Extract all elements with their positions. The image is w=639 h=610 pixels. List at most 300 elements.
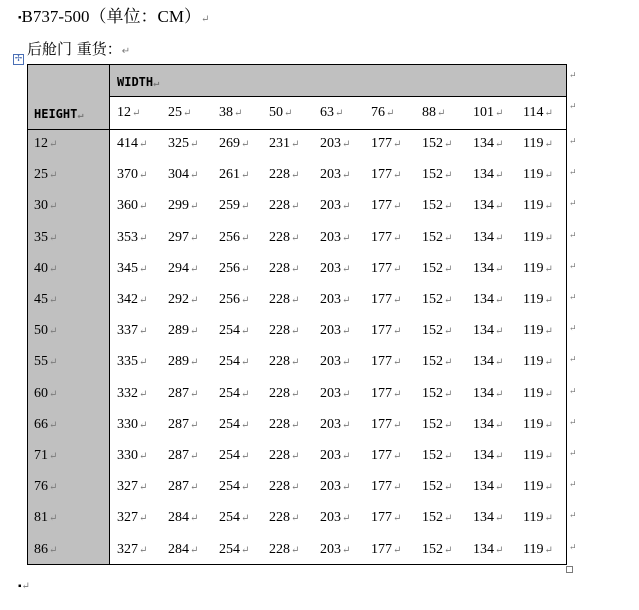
cell-value: 119 [523, 541, 544, 557]
table-cell[interactable] [320, 542, 350, 558]
cell-value: 254 [219, 479, 240, 495]
cell-end-mark-icon: ↵ [495, 232, 504, 244]
cell-value: 119 [523, 385, 544, 401]
table-cell[interactable] [422, 261, 452, 277]
cell-value: 254 [219, 510, 240, 526]
table-cell[interactable] [473, 292, 503, 308]
cell-end-mark-icon: ↵ [342, 419, 351, 431]
width-header-cell[interactable] [523, 105, 553, 121]
height-cell[interactable] [34, 542, 57, 558]
table-cell[interactable] [371, 479, 401, 495]
cell-value: 152 [422, 385, 443, 401]
cell-value: 152 [422, 448, 443, 463]
table-cell[interactable] [523, 230, 553, 246]
table-cell[interactable] [269, 230, 299, 246]
cell-end-mark-icon: ↵ [291, 170, 300, 182]
table-cell[interactable] [473, 136, 503, 152]
height-value: 45 [34, 292, 48, 307]
table-cell[interactable] [117, 198, 147, 214]
table-cell[interactable] [320, 354, 350, 370]
table-cell[interactable] [473, 230, 503, 246]
table-cell[interactable] [168, 198, 198, 214]
table-cell[interactable] [473, 479, 503, 495]
cell-value: 177 [371, 198, 392, 214]
table-cell[interactable] [269, 479, 299, 495]
table-cell[interactable] [523, 417, 553, 433]
table-cell[interactable] [371, 323, 401, 339]
table-cell[interactable] [219, 479, 249, 495]
table-cell[interactable] [320, 479, 350, 495]
table-cell[interactable] [269, 292, 299, 308]
table-cell[interactable] [523, 198, 553, 214]
cell-value: 228 [269, 292, 290, 307]
table-cell[interactable] [219, 510, 249, 526]
cell-value: 294 [168, 260, 189, 276]
table-cell[interactable] [473, 261, 503, 277]
table-cell[interactable] [473, 167, 503, 183]
height-value: 40 [34, 260, 48, 276]
table-cell[interactable] [269, 354, 299, 370]
table-cell[interactable] [523, 479, 553, 495]
cell-end-mark-icon: ↵ [342, 357, 351, 369]
cell-end-mark-icon: ↵ [495, 482, 504, 494]
table-cell[interactable] [320, 292, 350, 308]
cell-end-mark-icon: ↵ [544, 482, 553, 494]
table-cell[interactable] [320, 198, 350, 214]
cell-end-mark-icon: ↵ [393, 139, 402, 150]
height-cell[interactable] [34, 354, 57, 370]
width-header-cell[interactable] [320, 105, 343, 121]
height-cell[interactable] [34, 198, 57, 214]
table-cell[interactable] [371, 198, 401, 214]
height-cell[interactable] [34, 479, 57, 495]
cell-end-mark-icon: ↵ [393, 388, 402, 400]
cell-end-mark-icon: ↵ [342, 513, 351, 525]
document-subtitle-line[interactable] [27, 38, 130, 59]
cell-value: 177 [371, 323, 392, 339]
table-cell[interactable] [523, 323, 553, 339]
cell-end-mark-icon: ↵ [139, 482, 148, 494]
table-cell[interactable] [371, 230, 401, 246]
cell-value: 289 [168, 354, 189, 370]
cell-value: 254 [219, 354, 240, 370]
cell-value: 203 [320, 448, 341, 463]
table-cell[interactable] [168, 261, 198, 277]
cell-end-mark-icon: ↵ [393, 451, 402, 462]
cell-value: 203 [320, 260, 341, 276]
height-value: 66 [34, 416, 48, 432]
cell-value: 119 [523, 167, 544, 183]
cell-end-mark-icon: ↵ [495, 326, 504, 338]
height-cell[interactable] [34, 292, 57, 308]
table-cell[interactable] [168, 136, 198, 152]
cell-end-mark-icon: ↵ [444, 419, 453, 431]
cell-end-mark-icon: ↵ [544, 139, 553, 150]
cell-end-mark-icon: ↵ [342, 201, 351, 213]
empty-paragraph[interactable] [18, 578, 30, 594]
table-cell[interactable] [320, 386, 350, 402]
cell-end-mark-icon: ↵ [190, 263, 199, 275]
table-cell[interactable] [523, 510, 553, 526]
row-end-mark-icon: ↵ [569, 198, 577, 209]
table-cell[interactable] [473, 542, 503, 558]
cell-end-mark-icon: ↵ [393, 263, 402, 275]
cell-value: 228 [269, 541, 290, 557]
cell-value: 119 [523, 136, 544, 151]
table-cell[interactable] [320, 510, 350, 526]
table-cell[interactable] [473, 354, 503, 370]
table-cell[interactable] [219, 354, 249, 370]
cell-end-mark-icon: ↵ [291, 388, 300, 400]
cell-end-mark-icon: ↵ [139, 139, 148, 150]
cell-end-mark-icon: ↵ [495, 388, 504, 400]
table-cell[interactable] [422, 198, 452, 214]
table-cell[interactable] [269, 417, 299, 433]
row-end-mark-icon: ↵ [569, 354, 577, 365]
cell-value: 119 [523, 448, 544, 463]
table-cell[interactable] [371, 136, 401, 152]
table-cell[interactable] [320, 230, 350, 246]
table-cell[interactable] [219, 417, 249, 433]
table-cell[interactable] [168, 292, 198, 308]
cell-value: 177 [371, 385, 392, 401]
table-cell[interactable] [219, 292, 249, 308]
width-value: 63 [320, 105, 334, 120]
cell-end-mark-icon: ↵ [190, 357, 199, 369]
row-end-mark-icon: ↵ [569, 136, 577, 146]
cell-end-mark-icon: ↵ [49, 482, 58, 494]
cell-value: 203 [320, 229, 341, 245]
cell-value: 269 [219, 136, 240, 151]
table-cell[interactable] [523, 261, 553, 277]
table-cell[interactable] [269, 198, 299, 214]
table-cell[interactable] [523, 136, 553, 152]
cell-end-mark-icon: ↵ [241, 544, 250, 556]
cell-end-mark-icon: ↵ [495, 451, 504, 462]
cell-value: 228 [269, 385, 290, 401]
cell-end-mark-icon: ↵ [544, 544, 553, 556]
cell-end-mark-icon: ↵ [49, 388, 58, 400]
height-value: 81 [34, 510, 48, 526]
table-cell[interactable] [269, 323, 299, 339]
height-header-label: HEIGHT↵ [34, 107, 84, 121]
width-header-cell[interactable] [269, 105, 292, 121]
cell-end-mark-icon: ↵ [49, 295, 58, 306]
table-cell[interactable] [422, 323, 452, 339]
document-subtitle: 后舱门 重货： [27, 40, 122, 58]
cell-end-mark-icon: ↵ [190, 451, 199, 462]
table-cell[interactable] [168, 354, 198, 370]
table-cell[interactable] [523, 386, 553, 402]
cell-end-mark-icon: ↵ [444, 326, 453, 338]
cell-end-mark-icon: ↵ [234, 108, 243, 119]
cell-end-mark-icon: ↵ [544, 326, 553, 338]
table-cell[interactable] [422, 167, 452, 183]
table-cell[interactable] [168, 479, 198, 495]
cell-end-mark-icon: ↵ [183, 108, 192, 119]
height-cell[interactable] [34, 448, 57, 464]
table-cell[interactable] [371, 448, 401, 464]
table-cell[interactable] [219, 448, 249, 464]
header-divider [28, 129, 566, 130]
cell-value: 254 [219, 385, 240, 401]
cell-value: 177 [371, 510, 392, 526]
cell-end-mark-icon: ↵ [139, 295, 148, 306]
table-cell[interactable] [117, 323, 147, 339]
cell-end-mark-icon: ↵ [49, 170, 58, 182]
cell-end-mark-icon: ↵ [495, 357, 504, 369]
table-cell[interactable] [422, 386, 452, 402]
cell-end-mark-icon: ↵ [444, 482, 453, 494]
cell-value: 327 [117, 541, 138, 557]
width-value: 38 [219, 105, 233, 120]
row-end-mark-icon: ↵ [569, 510, 577, 521]
document-title-line[interactable] [18, 2, 209, 27]
table-cell[interactable] [269, 386, 299, 402]
table-cell[interactable] [422, 479, 452, 495]
table-cell[interactable] [473, 448, 503, 464]
cell-value: 134 [473, 260, 494, 276]
table-cell[interactable] [168, 417, 198, 433]
cell-value: 152 [422, 198, 443, 214]
width-header-cell[interactable] [422, 105, 445, 121]
cell-value: 134 [473, 292, 494, 307]
row-end-mark-icon: ↵ [569, 260, 577, 271]
cell-end-mark-icon: ↵ [495, 108, 504, 119]
table-cell[interactable] [117, 354, 147, 370]
cell-end-mark-icon: ↵ [190, 326, 199, 338]
cell-value: 254 [219, 448, 240, 463]
cell-value: 152 [422, 323, 443, 339]
cell-value: 134 [473, 416, 494, 432]
cell-end-mark-icon: ↵ [444, 513, 453, 525]
table-cell[interactable] [523, 167, 553, 183]
cell-end-mark-icon: ↵ [544, 108, 553, 119]
table-cell[interactable] [269, 542, 299, 558]
table-cell[interactable] [269, 167, 299, 183]
height-cell[interactable] [34, 386, 57, 402]
table-cell[interactable] [219, 261, 249, 277]
height-value: 55 [34, 354, 48, 370]
table-cell[interactable] [219, 167, 249, 183]
cell-value: 287 [168, 385, 189, 401]
cell-value: 327 [117, 479, 138, 495]
table-cell[interactable] [219, 198, 249, 214]
table-cell[interactable] [117, 417, 147, 433]
cell-end-mark-icon: ↵ [544, 232, 553, 244]
table-cell[interactable] [371, 292, 401, 308]
cell-end-mark-icon: ↵ [241, 357, 250, 369]
table-move-handle-icon[interactable]: ✢ [14, 54, 23, 64]
table-cell[interactable] [371, 167, 401, 183]
table-cell[interactable] [219, 230, 249, 246]
height-value: 86 [34, 541, 48, 557]
cell-end-mark-icon: ↵ [393, 232, 402, 244]
cell-end-mark-icon: ↵ [444, 139, 453, 150]
row-end-mark-icon: ↵ [569, 416, 577, 427]
table-cell[interactable] [422, 448, 452, 464]
height-cell[interactable] [34, 417, 57, 433]
table-cell[interactable] [219, 542, 249, 558]
table-cell[interactable] [523, 448, 553, 464]
cell-value: 330 [117, 416, 138, 432]
cell-end-mark-icon: ↵ [291, 451, 300, 462]
cell-end-mark-icon: ↵ [190, 232, 199, 244]
height-cell[interactable] [34, 510, 57, 526]
table-cell[interactable] [320, 323, 350, 339]
table-cell[interactable] [117, 479, 147, 495]
cell-value: 119 [523, 323, 544, 339]
cell-value: 177 [371, 292, 392, 307]
table-cell[interactable] [269, 261, 299, 277]
table-cell[interactable] [269, 136, 299, 152]
cell-value: 228 [269, 479, 290, 495]
table-cell[interactable] [371, 261, 401, 277]
height-cell[interactable] [34, 167, 57, 183]
cell-end-mark-icon: ↵ [342, 263, 351, 275]
table-cell[interactable] [523, 292, 553, 308]
table-cell[interactable] [320, 167, 350, 183]
cell-end-mark-icon: ↵ [241, 326, 250, 338]
cell-value: 330 [117, 448, 138, 463]
table-cell[interactable] [168, 167, 198, 183]
width-header-cell[interactable] [117, 105, 140, 121]
table-cell[interactable] [269, 510, 299, 526]
cell-end-mark-icon: ↵ [291, 295, 300, 306]
table-cell[interactable] [117, 167, 147, 183]
table-cell[interactable] [422, 136, 452, 152]
table-cell[interactable] [219, 136, 249, 152]
dimension-table[interactable] [27, 64, 567, 565]
table-cell[interactable] [320, 136, 350, 152]
table-cell[interactable] [168, 542, 198, 558]
table-cell[interactable] [422, 292, 452, 308]
cell-end-mark-icon: ↵ [444, 170, 453, 182]
table-cell[interactable] [473, 510, 503, 526]
cell-end-mark-icon: ↵ [444, 295, 453, 306]
cell-end-mark-icon: ↵ [139, 232, 148, 244]
table-cell[interactable] [422, 417, 452, 433]
table-cell[interactable] [371, 510, 401, 526]
table-cell[interactable] [117, 292, 147, 308]
cell-value: 335 [117, 354, 138, 370]
cell-end-mark-icon: ↵ [241, 295, 250, 306]
table-cell[interactable] [117, 386, 147, 402]
table-cell[interactable] [422, 510, 452, 526]
cell-value: 337 [117, 323, 138, 339]
table-cell[interactable] [473, 417, 503, 433]
table-cell[interactable] [168, 510, 198, 526]
width-value: 12 [117, 105, 131, 120]
table-cell[interactable] [117, 136, 147, 152]
table-cell[interactable] [219, 386, 249, 402]
table-cell[interactable] [168, 323, 198, 339]
table-cell[interactable] [117, 448, 147, 464]
cell-end-mark-icon: ↵ [190, 513, 199, 525]
table-cell[interactable] [523, 354, 553, 370]
table-cell[interactable] [168, 386, 198, 402]
table-cell[interactable] [320, 261, 350, 277]
cell-value: 342 [117, 292, 138, 307]
height-cell[interactable] [34, 323, 57, 339]
table-resize-handle[interactable] [566, 566, 573, 573]
table-cell[interactable] [473, 198, 503, 214]
paragraph-mark-icon: ↵ [121, 46, 131, 57]
cell-value: 203 [320, 136, 341, 151]
cell-end-mark-icon: ↵ [393, 201, 402, 213]
cell-value: 152 [422, 167, 443, 183]
cell-end-mark-icon: ↵ [444, 388, 453, 400]
cell-value: 177 [371, 167, 392, 183]
table-cell[interactable] [168, 448, 198, 464]
row-end-mark-icon: ↵ [569, 167, 577, 178]
cell-end-mark-icon: ↵ [444, 232, 453, 244]
cell-end-mark-icon: ↵ [393, 482, 402, 494]
height-value: 71 [34, 448, 48, 463]
cell-value: 256 [219, 260, 240, 276]
table-cell[interactable] [422, 354, 452, 370]
table-cell[interactable] [269, 448, 299, 464]
cell-end-mark-icon: ↵ [49, 232, 58, 244]
table-cell[interactable] [320, 448, 350, 464]
table-cell[interactable] [422, 230, 452, 246]
table-cell[interactable] [371, 542, 401, 558]
table-cell[interactable] [117, 230, 147, 246]
cell-end-mark-icon: ↵ [139, 513, 148, 525]
table-cell[interactable] [473, 323, 503, 339]
table-cell[interactable] [371, 354, 401, 370]
cell-value: 152 [422, 541, 443, 557]
bullet-mark: ▪ [18, 581, 22, 592]
cell-end-mark-icon: ↵ [190, 419, 199, 431]
cell-value: 228 [269, 510, 290, 526]
cell-end-mark-icon: ↵ [342, 139, 351, 150]
table-cell[interactable] [422, 542, 452, 558]
height-cell[interactable] [34, 136, 57, 152]
table-cell[interactable] [371, 386, 401, 402]
cell-end-mark-icon: ↵ [49, 451, 58, 462]
cell-end-mark-icon: ↵ [139, 201, 148, 213]
cell-value: 177 [371, 448, 392, 463]
cell-value: 152 [422, 479, 443, 495]
width-header-cell[interactable] [371, 105, 394, 121]
cell-end-mark-icon: ↵ [132, 108, 141, 119]
row-end-mark-icon: ↵ [569, 323, 577, 334]
table-cell[interactable] [473, 386, 503, 402]
table-cell[interactable] [168, 230, 198, 246]
table-cell[interactable] [117, 542, 147, 558]
height-cell[interactable] [34, 230, 57, 246]
cell-value: 119 [523, 416, 544, 432]
cell-end-mark-icon: ↵ [444, 357, 453, 369]
cell-end-mark-icon: ↵ [437, 108, 446, 119]
cell-value: 177 [371, 136, 392, 151]
table-cell[interactable] [320, 417, 350, 433]
cell-value: 203 [320, 167, 341, 183]
table-cell[interactable] [371, 417, 401, 433]
width-header-cell[interactable] [219, 105, 242, 121]
table-cell[interactable] [523, 542, 553, 558]
height-cell[interactable] [34, 261, 57, 277]
table-cell[interactable] [219, 323, 249, 339]
width-header-cell[interactable] [168, 105, 191, 121]
cell-value: 203 [320, 198, 341, 214]
table-cell[interactable] [117, 510, 147, 526]
cell-value: 203 [320, 323, 341, 339]
width-header-cell[interactable] [473, 105, 503, 121]
cell-value: 134 [473, 198, 494, 214]
table-cell[interactable] [117, 261, 147, 277]
